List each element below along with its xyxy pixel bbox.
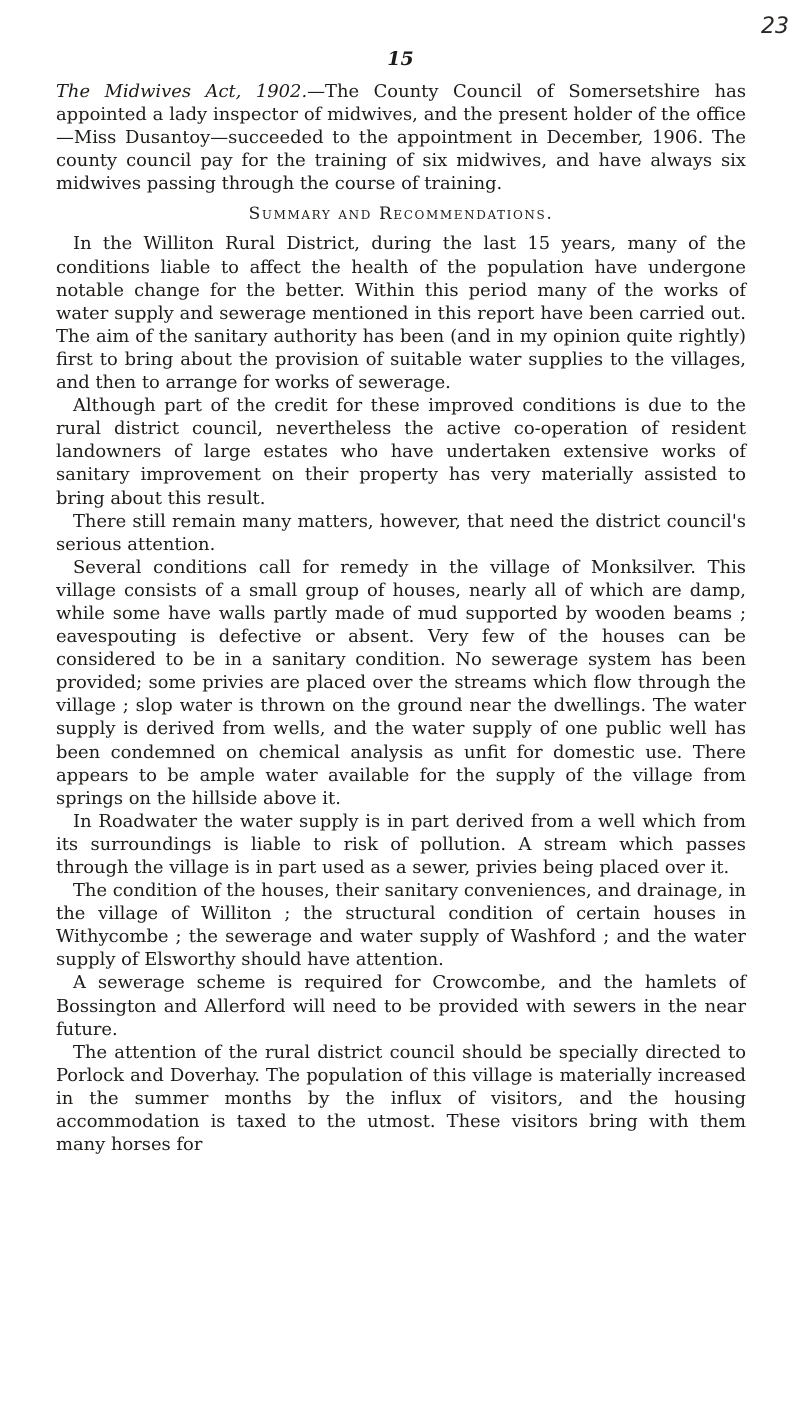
- archive-page-mark: 23: [761, 14, 789, 39]
- lead-title: The Midwives Act, 1902.: [56, 81, 308, 102]
- body-paragraph-6: The condition of the houses, their sanitary conveniences, and drainage, in the village of Williton ; the structural condition of certain houses in Withycombe ; the sewerage and water supply of Washford ; and the water supply of Elsworthy should have attention.: [56, 880, 746, 971]
- body-paragraph-5: In Roadwater the water supply is in part derived from a well which from its surroundings is liable to risk of pollution. A stream which passes through the village is in part used as a sewer, privies being placed over it.: [56, 810, 746, 878]
- body-paragraph-2: Although part of the credit for these improved conditions is due to the rural district council, nevertheless the active co-operation of resident landowners of large estates who have undertaken extensive works of sanitary improvement on their property has very materially assisted to bring about this result.: [56, 395, 746, 509]
- body-paragraph-3: There still remain many matters, however, that need the district council's serious attention.: [56, 510, 746, 555]
- intro-text: —The County Council of Somersetshire has appointed a lady inspector of midwives, and the present holder of the office—Miss Dusantoy—succeeded to the appointment in December, 1906. The county council pay for the training of six midwives, and have always six midwives passing through the course of training.: [56, 81, 747, 195]
- section-heading: Summary and Recommendations.: [248, 204, 554, 225]
- report-body: [56, 80, 746, 1156]
- body-paragraph-4: Several conditions call for remedy in the village of Monksilver. This village consists of a small group of houses, nearly all of which are damp, while some have walls partly made of mud supported by wooden beams ; eavespouting is defective or absent. Very few of the houses can be considered to be in a sanitary condition. No sewerage system has been provided; some privies are placed over the streams which flow through the village ; slop water is thrown on the ground near the dwellings. The water supply is derived from wells, and the water supply of one public well has been condemned on chemical analysis as unfit for domestic use. There appears to be ample water available for the supply of the village from springs on the hillside above it.: [56, 556, 746, 809]
- page-number: 15: [387, 48, 414, 70]
- body-paragraph-1: In the Williton Rural District, during the last 15 years, many of the conditions liable to affect the health of the population have undergone notable change for the better. Within this period many of the works of water supply and sewerage mentioned in this report have been carried out. The aim of the sanitary authority has been (and in my opinion quite rightly) first to bring about the provision of suitable water supplies to the villages, and then to arrange for works of sewerage.: [56, 233, 746, 394]
- intro-paragraph: [56, 80, 746, 195]
- body-paragraph-7: A sewerage scheme is required for Crowcombe, and the hamlets of Bossington and Allerford will need to be provided with sewers in the near future.: [56, 972, 746, 1040]
- body-paragraph-8: The attention of the rural district council should be specially directed to Porlock and Doverhay. The population of this village is materially increased in the summer months by the influx of visitors, and the housing accommodation is taxed to the utmost. These visitors bring with them many horses for: [56, 1041, 746, 1156]
